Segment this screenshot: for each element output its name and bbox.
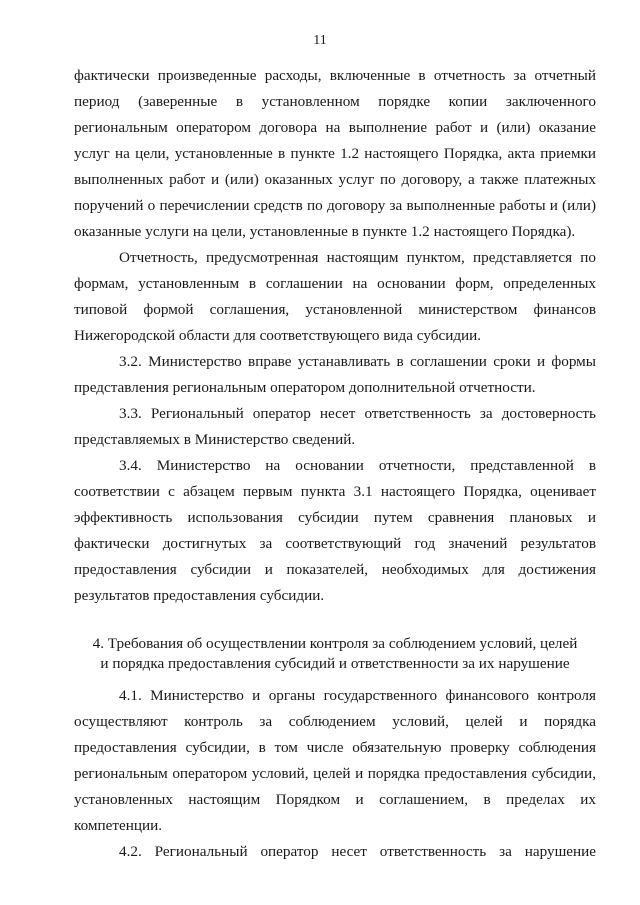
para3-4-line-1: 3.4. Министерство на основании отчетности, представленной в xyxy=(119,457,596,474)
para1-line-2: период (заверенные в установленном порядке копии заключенного xyxy=(74,93,596,110)
para3-4-line-4: фактически достигнутых за соответствующий год значений результатов xyxy=(74,535,596,552)
para4-1-line-5: установленных настоящим Порядком и соглашением, в пределах их xyxy=(74,791,596,808)
page-number: 11 xyxy=(313,33,327,48)
para3-2-line-2: представления региональным оператором дополнительной отчетности. xyxy=(74,379,536,396)
section-4-heading-line-1: 4. Требования об осуществлении контроля за соблюдением условий, целей xyxy=(92,635,578,652)
para1-line-1: фактически произведенные расходы, включенные в отчетность за отчетный xyxy=(74,67,596,84)
para3-4-line-3: эффективность использования субсидии путем сравнения плановых и xyxy=(74,509,596,526)
para3-4-line-2: соответствии с абзацем первым пункта 3.1 настоящего Порядка, оценивает xyxy=(74,483,596,500)
para1-line-6: поручений о перечислении средств по договору за выполненные работы и (или) xyxy=(74,197,596,214)
para4-1-line-1: 4.1. Министерство и органы государственного финансового контроля xyxy=(119,687,596,704)
para4-1-line-6: компетенции. xyxy=(74,817,163,834)
para1-line-7: оказанные услуги на цели, установленные в пункте 1.2 настоящего Порядка). xyxy=(74,223,576,240)
para4-1-line-4: региональным оператором условий, целей и порядка предоставления субсидии, xyxy=(74,765,596,782)
para1-line-5: выполненных работ и (или) оказанных услуг по договору, а также платежных xyxy=(74,171,596,188)
para4-1-line-2: осуществляют контроль за соблюдением условий, целей и порядка xyxy=(74,713,596,730)
para3-4-line-5: предоставления субсидии и показателей, необходимых для достижения xyxy=(74,561,596,578)
para2-line-1: Отчетность, предусмотренная настоящим пунктом, представляется по xyxy=(119,249,596,266)
para2-line-2: формам, установленным в соглашении на основании форм, определенных xyxy=(74,275,596,292)
para3-4-line-6: результатов предоставления субсидии. xyxy=(74,587,325,604)
para3-3-line-2: представляемых в Министерство сведений. xyxy=(74,431,356,448)
para3-3-line-1: 3.3. Региональный оператор несет ответственность за достоверность xyxy=(119,405,596,422)
para2-line-3: типовой формой соглашения, установленной министерством финансов xyxy=(74,301,596,318)
para4-1-line-3: предоставления субсидии, в том числе обязательную проверку соблюдения xyxy=(74,739,596,756)
para1-line-4: услуг на цели, установленные в пункте 1.2 настоящего Порядка, акта приемки xyxy=(74,145,596,162)
section-4-heading-line-2: и порядка предоставления субсидий и ответственности за их нарушение xyxy=(100,655,570,672)
para3-2-line-1: 3.2. Министерство вправе устанавливать в соглашении сроки и формы xyxy=(119,353,596,370)
para2-line-4: Нижегородской области для соответствующего вида субсидии. xyxy=(74,327,482,344)
para1-line-3: региональным оператором договора на выполнение работ и (или) оказание xyxy=(74,119,596,136)
para4-2-line-1: 4.2. Региональный оператор несет ответственность за нарушение xyxy=(119,843,596,860)
